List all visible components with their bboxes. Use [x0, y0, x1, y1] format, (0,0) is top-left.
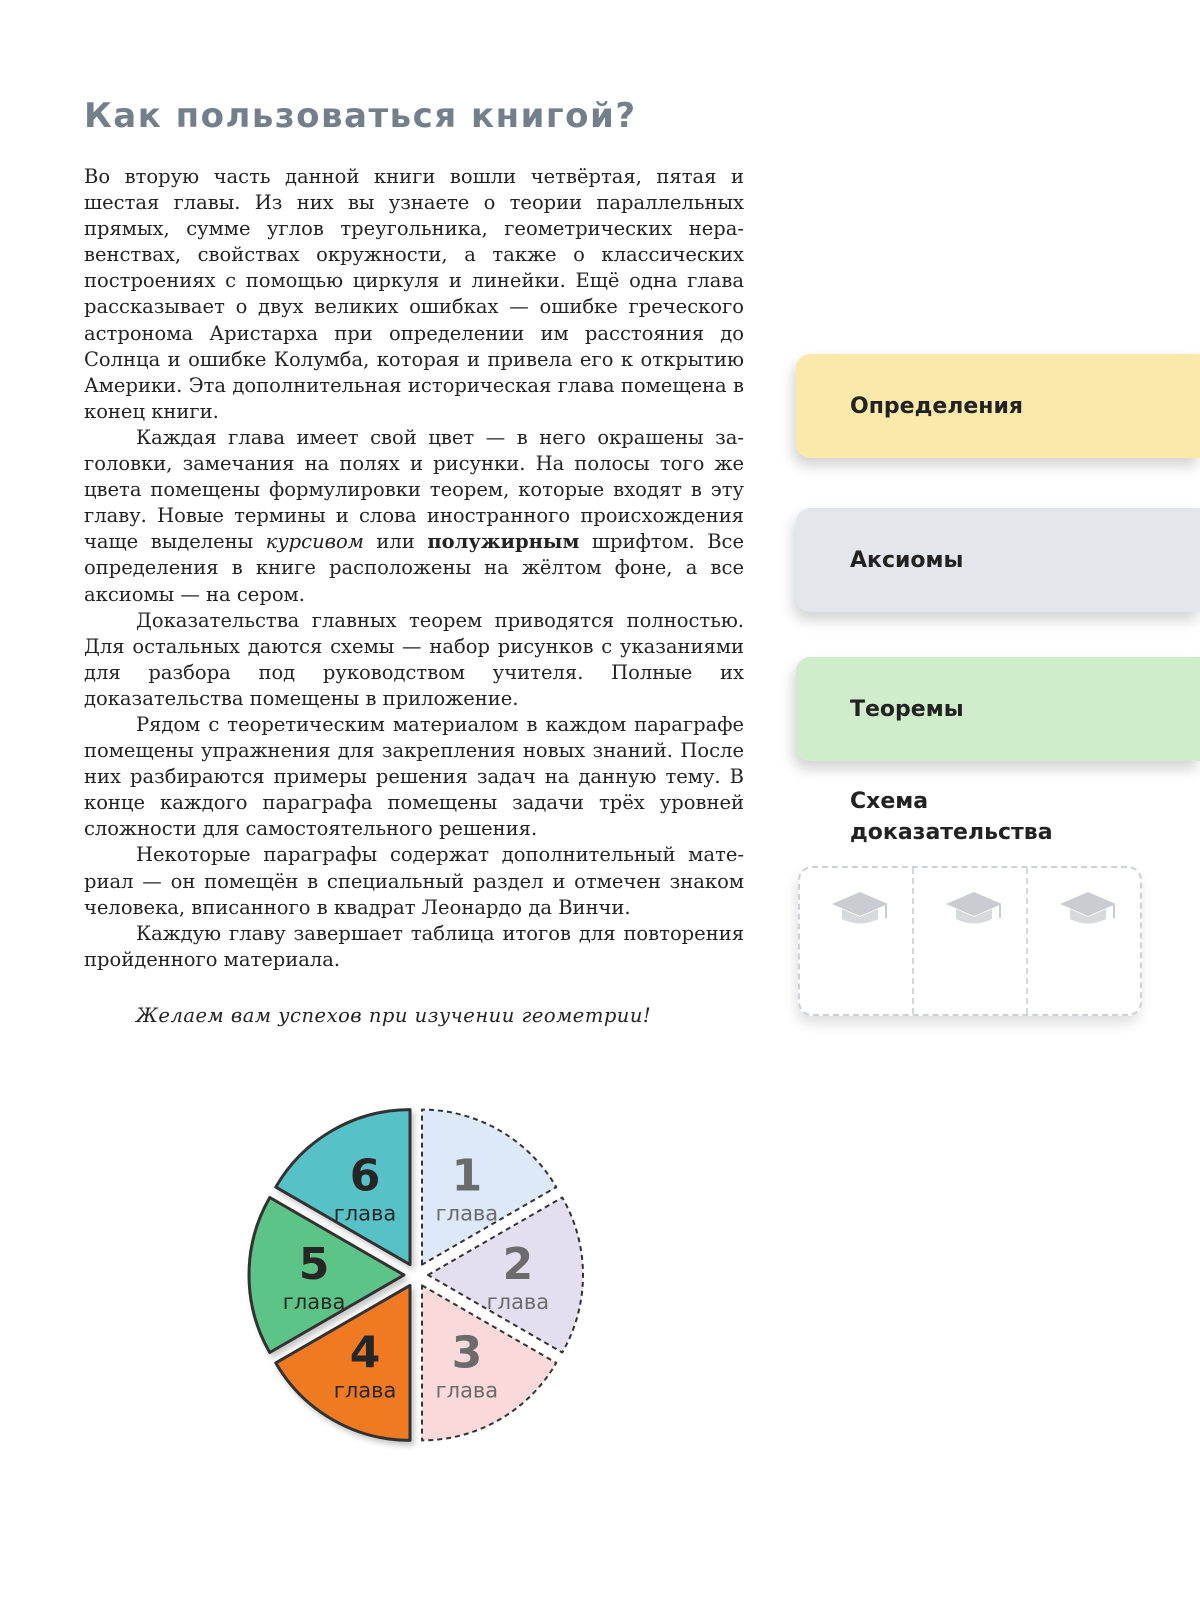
bold-term: полужирным: [427, 530, 580, 554]
chapter-number: 6: [349, 1150, 381, 1202]
scheme-cell: [914, 868, 1028, 1014]
scheme-cell: [800, 868, 914, 1014]
graduation-cap-icon: [830, 888, 890, 928]
chapter-word: глава: [282, 1290, 346, 1314]
paragraph: Каждая глава имеет свой цвет — в него окрашены заголовки, замечания на полях и рисунки. На полосы того же цвета помещены формулировки теорем, которые входят в эту главу. Новые термины и слова иностранного происхождения чаще выделены курсивом или полужирным шрифтом. Все определения в книге расположены на жёлтом фоне, а все аксиомы — на сером.: [84, 425, 744, 606]
chapter-number: 2: [502, 1239, 534, 1290]
chapter-number: 4: [349, 1327, 381, 1379]
intro-text: [84, 164, 744, 973]
theorems-legend: [796, 657, 1200, 761]
page-title: Как пользоваться книгой?: [84, 96, 637, 136]
italic-term: курсивом: [265, 530, 364, 554]
proof-scheme-label: Схема доказательства: [850, 789, 1053, 845]
graduation-cap-icon: [1058, 888, 1118, 928]
chapter-word: глава: [333, 1201, 397, 1226]
chapter-word: глава: [333, 1378, 397, 1403]
proof-scheme-box: [798, 866, 1142, 1016]
chapters-pie: [236, 1095, 596, 1455]
scheme-cell: [1028, 868, 1140, 1014]
graduation-cap-icon: [944, 888, 1004, 928]
paragraph: Некоторые параграфы содержат дополнительный материал — он помещён в специальный раздел и отмечен знаком человека, вписанного в квадрат Леонардо да Винчи.: [84, 843, 744, 919]
paragraph: Рядом с теоретическим материалом в каждом параграфе помещены упражнения для закрепления новых знаний. После них разбираются примеры решения задач на данную тему. В конце каждого параграфа помещены задачи трёх уровней сложности для самостоятельного решения.: [84, 712, 744, 841]
chapter-number: 3: [451, 1327, 483, 1379]
paragraph: Во вторую часть данной книги вошли четвёртая, пятая и шестая главы. Из них вы узнаете о теории параллельных прямых, сумме углов треугольника, геометрических неравенствах, свойствах окружности, а также о классических построениях с помощью циркуля и линейки. Ещё одна глава рассказывает о двух великих ошибках — ошибке греческого астронома Аристарха при определении им расстояния до Солнца и ошибке Колумба, которая и привела его к открытию Америки. Эта дополнительная историческая глава помещена в конец книги.: [84, 165, 744, 423]
paragraph: Каждую главу завершает таблица итогов для повторения пройденного материала.: [84, 921, 744, 971]
paragraph: Доказательства главных теорем приводятся полностью. Для остальных даются схемы — набор рисунков с указаниями для разбора под руководством учителя. Полные их доказательства помещены в приложение.: [84, 608, 744, 710]
chapter-word: глава: [486, 1290, 550, 1314]
axioms-legend: [796, 508, 1200, 612]
axioms-label: Аксиомы: [850, 547, 964, 573]
chapter-word: глава: [435, 1378, 499, 1403]
chapter-word: глава: [435, 1201, 499, 1226]
definitions-label: Определения: [850, 393, 1024, 419]
chapter-number: 5: [298, 1239, 330, 1290]
closing-wish: Желаем вам успехов при изучении геометрии!: [136, 1004, 652, 1027]
definitions-legend: [796, 354, 1200, 458]
theorems-label: Теоремы: [850, 696, 964, 722]
chapter-number: 1: [451, 1150, 483, 1202]
